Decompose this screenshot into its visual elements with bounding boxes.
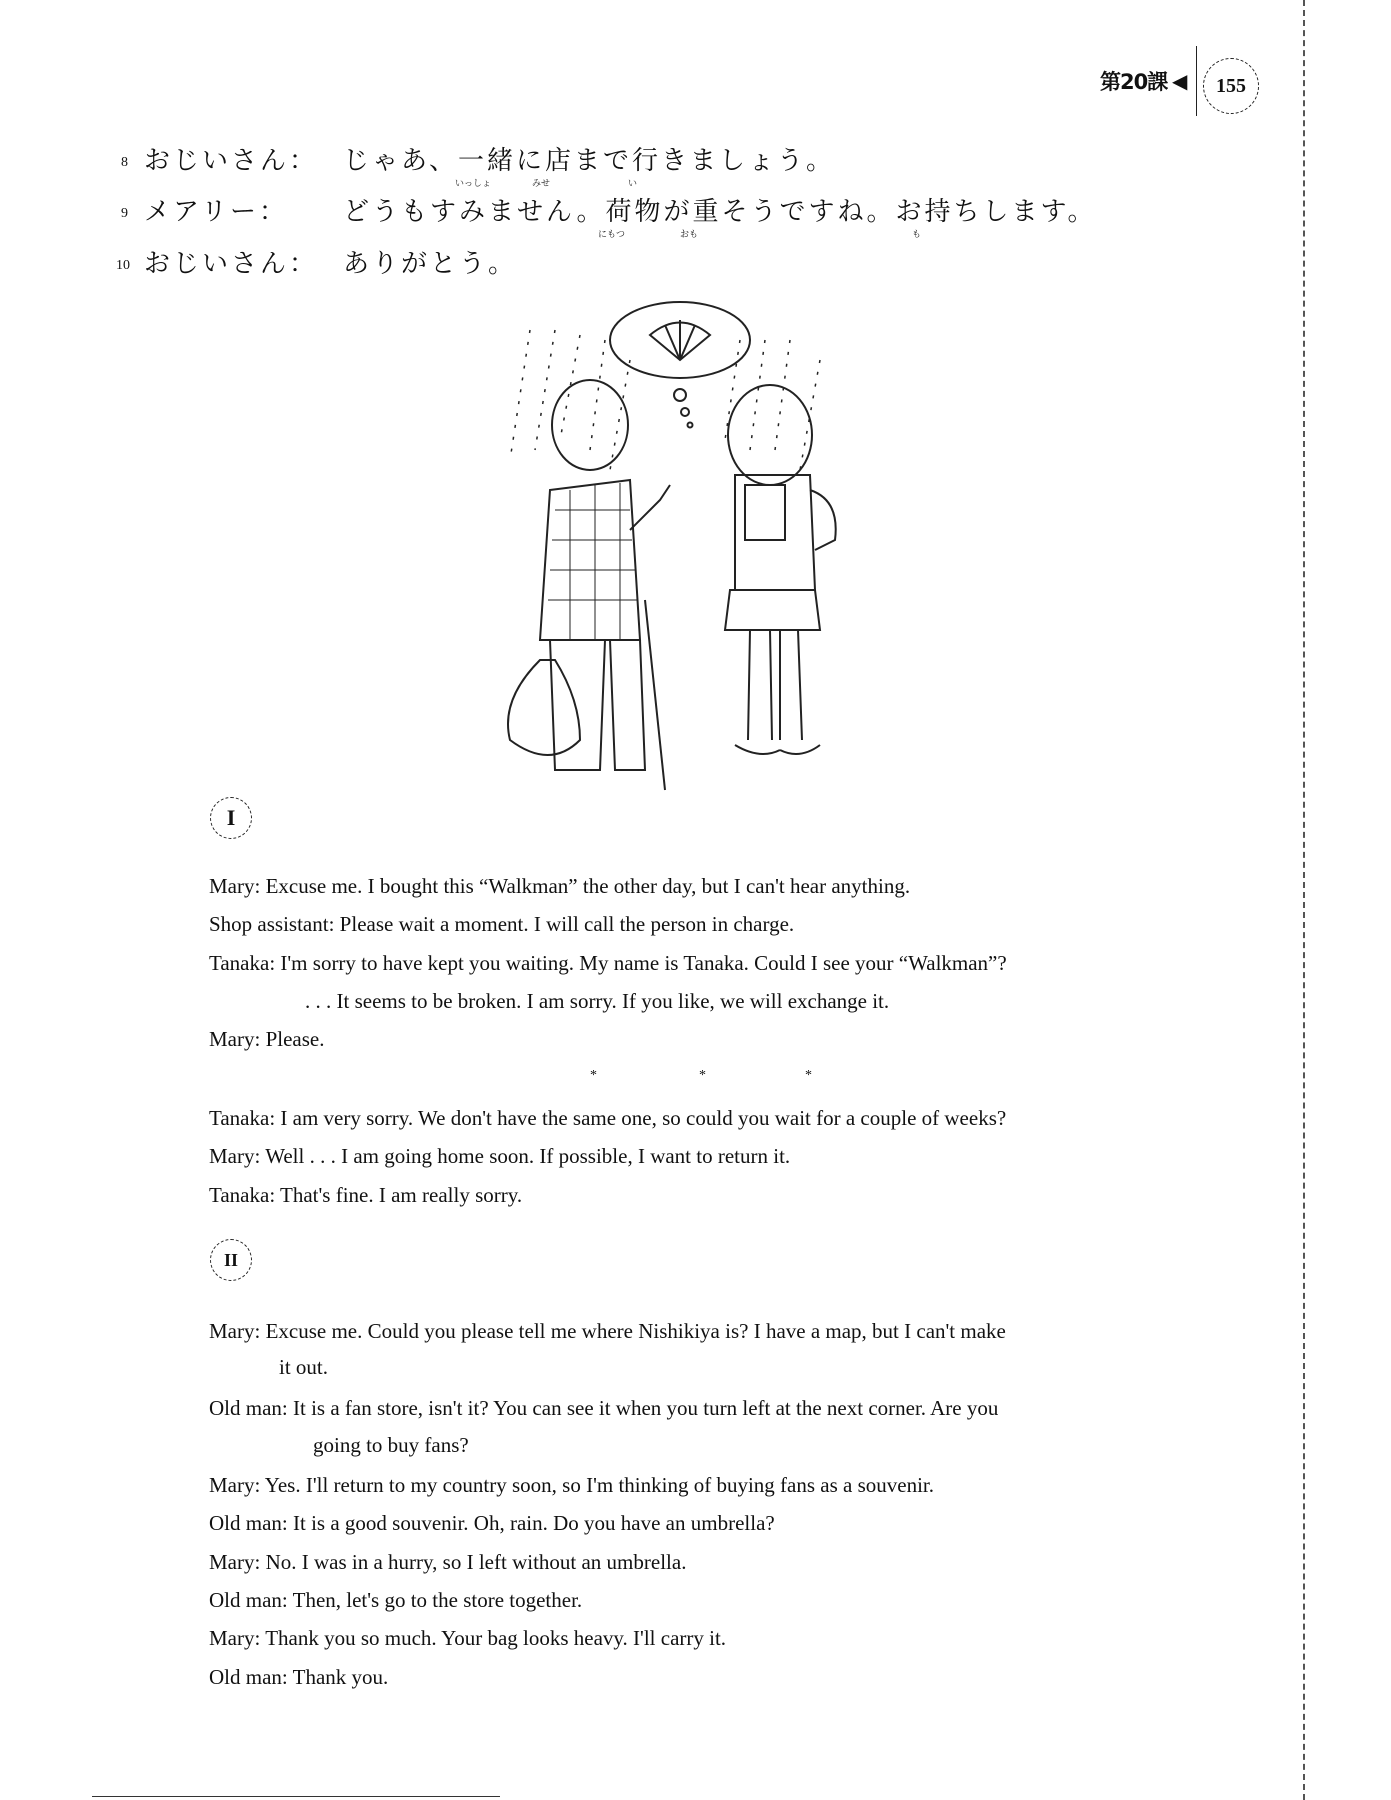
thought-bubble (610, 302, 750, 428)
ruby: みせ (532, 179, 551, 189)
dialogue-text: じゃあ、一緒に店まで行きましょう。 (343, 146, 835, 176)
ruby: おも (680, 230, 699, 240)
rain (510, 330, 820, 470)
dialogue-line: Mary: No. I was in a hurry, so I left without an umbrella. (209, 1550, 687, 1574)
section-marker: II (210, 1239, 252, 1281)
old-man (508, 380, 670, 790)
dialogue-line: going to buy fans? (313, 1433, 469, 1457)
dialogue-text: どうもすみません。荷物が重そうですね。お持ちします。 (343, 197, 1097, 227)
lesson-label: 第20課 (1100, 70, 1168, 94)
dialogue-line: Tanaka: I'm sorry to have kept you waiting. My name is Tanaka. Could I see your “Walkman”? (209, 951, 1007, 975)
page-number: 155 (1203, 58, 1259, 114)
dialogue-text: ありがとう。 (343, 249, 518, 279)
speaker: おじいさん： (144, 146, 319, 176)
separator-star: * (699, 1068, 706, 1083)
page-edge (1303, 0, 1305, 1800)
speaker: おじいさん： (144, 249, 319, 279)
dialogue-line: Tanaka: That's fine. I am really sorry. (209, 1183, 523, 1207)
dialogue-line: Mary: Thank you so much. Your bag looks heavy. I'll carry it. (209, 1626, 727, 1650)
dialogue-line: it out. (279, 1355, 329, 1379)
section-marker: I (210, 797, 252, 839)
line-number: 9 (121, 206, 128, 221)
ruby: いっしょ (455, 179, 492, 189)
ruby: も (912, 230, 922, 240)
ruby: にもつ (598, 230, 626, 240)
illustration-old-man-and-mary-in-rain (480, 300, 900, 800)
separator-star: * (590, 1068, 597, 1083)
speaker: メアリー： (144, 197, 288, 227)
mary (725, 385, 836, 754)
dialogue-line: Old man: It is a fan store, isn't it? You can see it when you turn left at the next corner. Are you (209, 1396, 999, 1420)
ruby: い (628, 179, 638, 189)
dialogue-line: Mary: Please. (209, 1027, 325, 1051)
dialogue-line: Old man: Then, let's go to the store together. (209, 1588, 583, 1612)
dialogue-line: Shop assistant: Please wait a moment. I will call the person in charge. (209, 912, 795, 936)
line-number: 10 (116, 258, 130, 273)
separator-star: * (805, 1068, 812, 1083)
dialogue-line: . . . It seems to be broken. I am sorry. If you like, we will exchange it. (305, 989, 890, 1013)
dialogue-line: Mary: Yes. I'll return to my country soon, so I'm thinking of buying fans as a souvenir. (209, 1473, 935, 1497)
dialogue-line: Mary: Well . . . I am going home soon. If possible, I want to return it. (209, 1144, 791, 1168)
dialogue-line: Mary: Excuse me. Could you please tell me where Nishikiya is? I have a map, but I can't make (209, 1319, 1006, 1343)
triangle-left-icon: ◀ (1172, 71, 1188, 93)
line-number: 8 (121, 155, 128, 170)
header-divider (1196, 46, 1197, 116)
dialogue-line: Tanaka: I am very sorry. We don't have the same one, so could you wait for a couple of weeks? (209, 1106, 1007, 1130)
bottom-rule (92, 1796, 500, 1797)
dialogue-line: Old man: Thank you. (209, 1665, 389, 1689)
dialogue-line: Old man: It is a good souvenir. Oh, rain. Do you have an umbrella? (209, 1511, 775, 1535)
dialogue-line: Mary: Excuse me. I bought this “Walkman” the other day, but I can't hear anything. (209, 874, 911, 898)
